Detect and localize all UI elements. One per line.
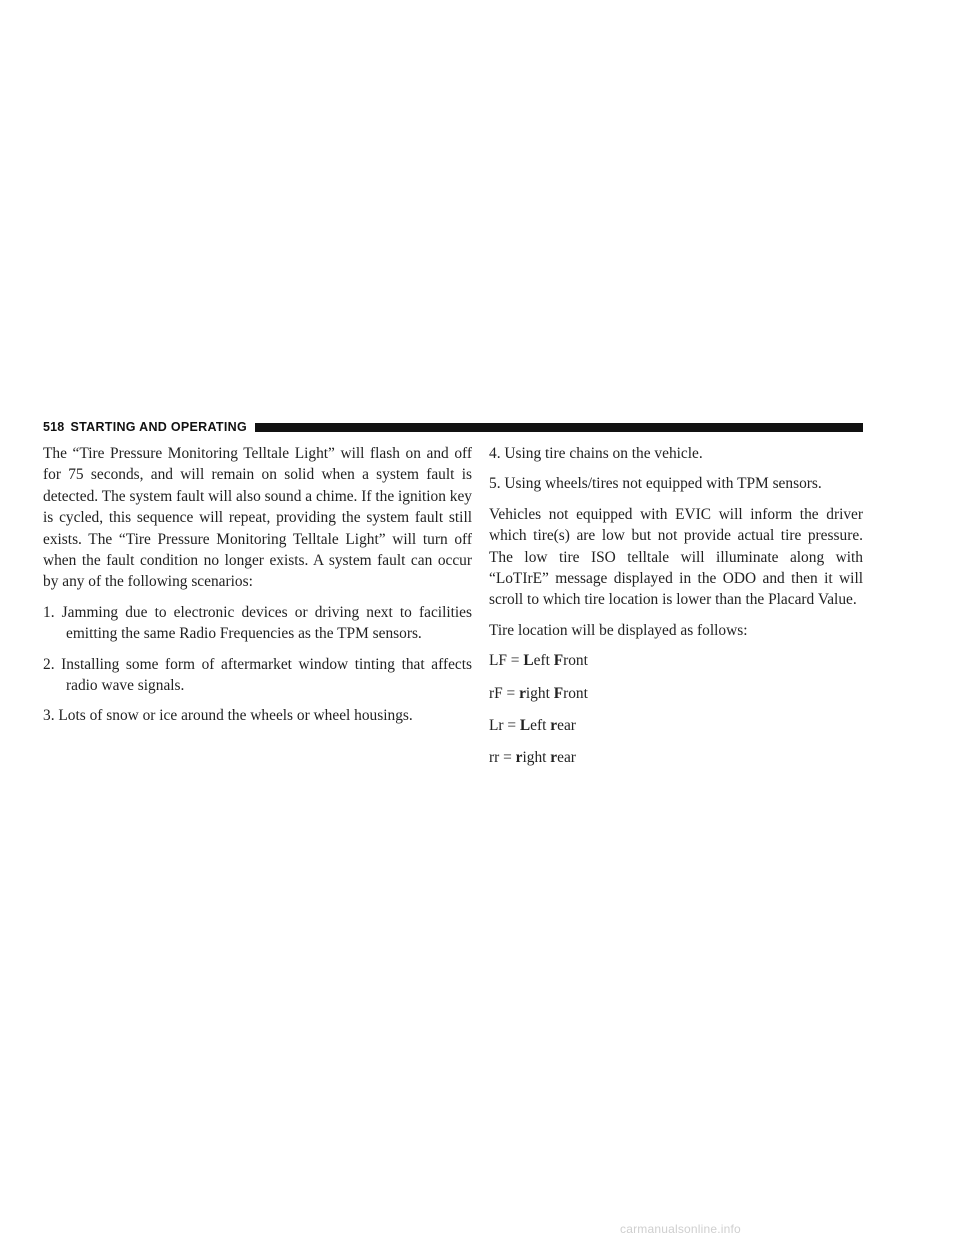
watermark: carmanualsonline.info [620,1222,741,1236]
locations-intro: Tire location will be displayed as follows: [489,621,748,639]
page-header [43,419,863,435]
location-lr: Lr = Left rear [489,717,576,735]
left-column [43,443,472,736]
list-item-2: 2. Installing some form of aftermarket window tinting that affects radio wave signals. [43,655,472,695]
header-rule [255,423,863,432]
list-item-5: 5. Using wheels/tires not equipped with TPM sensors. [489,475,822,493]
intro-paragraph: The “Tire Pressure Monitoring Telltale Light” will flash on and off for 75 seconds, and will remain on solid when a system fault is detected. The system fault will also sound a chime. If the ignition key is cycled, this sequence will repeat, providing the system fault still exists. The “Tire Pressure Monitoring Telltale Light” will turn off when the fault condition no longer exists. A system fault can occur by any of the following scenarios: [43,445,472,591]
list-item-1: 1. Jamming due to electronic devices or driving next to facilities emitting the same Radio Frequencies as the TPM sensors. [43,603,472,643]
evic-paragraph: Vehicles not equipped with EVIC will inform the driver which tire(s) are low but not provide actual tire pressure. The low tire ISO telltale will illuminate along with “LoTIrE” message displayed in the ODO and then it will scroll to which tire location is lower than the Placard Value. [489,505,863,609]
location-rr: rr = right rear [489,749,576,767]
right-column [489,443,863,780]
section-title: STARTING AND OPERATING [70,420,247,434]
page-number: 518 [43,420,65,434]
location-lf: LF = Left Front [489,652,588,670]
list-item-3: 3. Lots of snow or ice around the wheels or wheel housings. [43,707,413,725]
location-rf: rF = right Front [489,684,588,702]
list-item-4: 4. Using tire chains on the vehicle. [489,445,703,462]
